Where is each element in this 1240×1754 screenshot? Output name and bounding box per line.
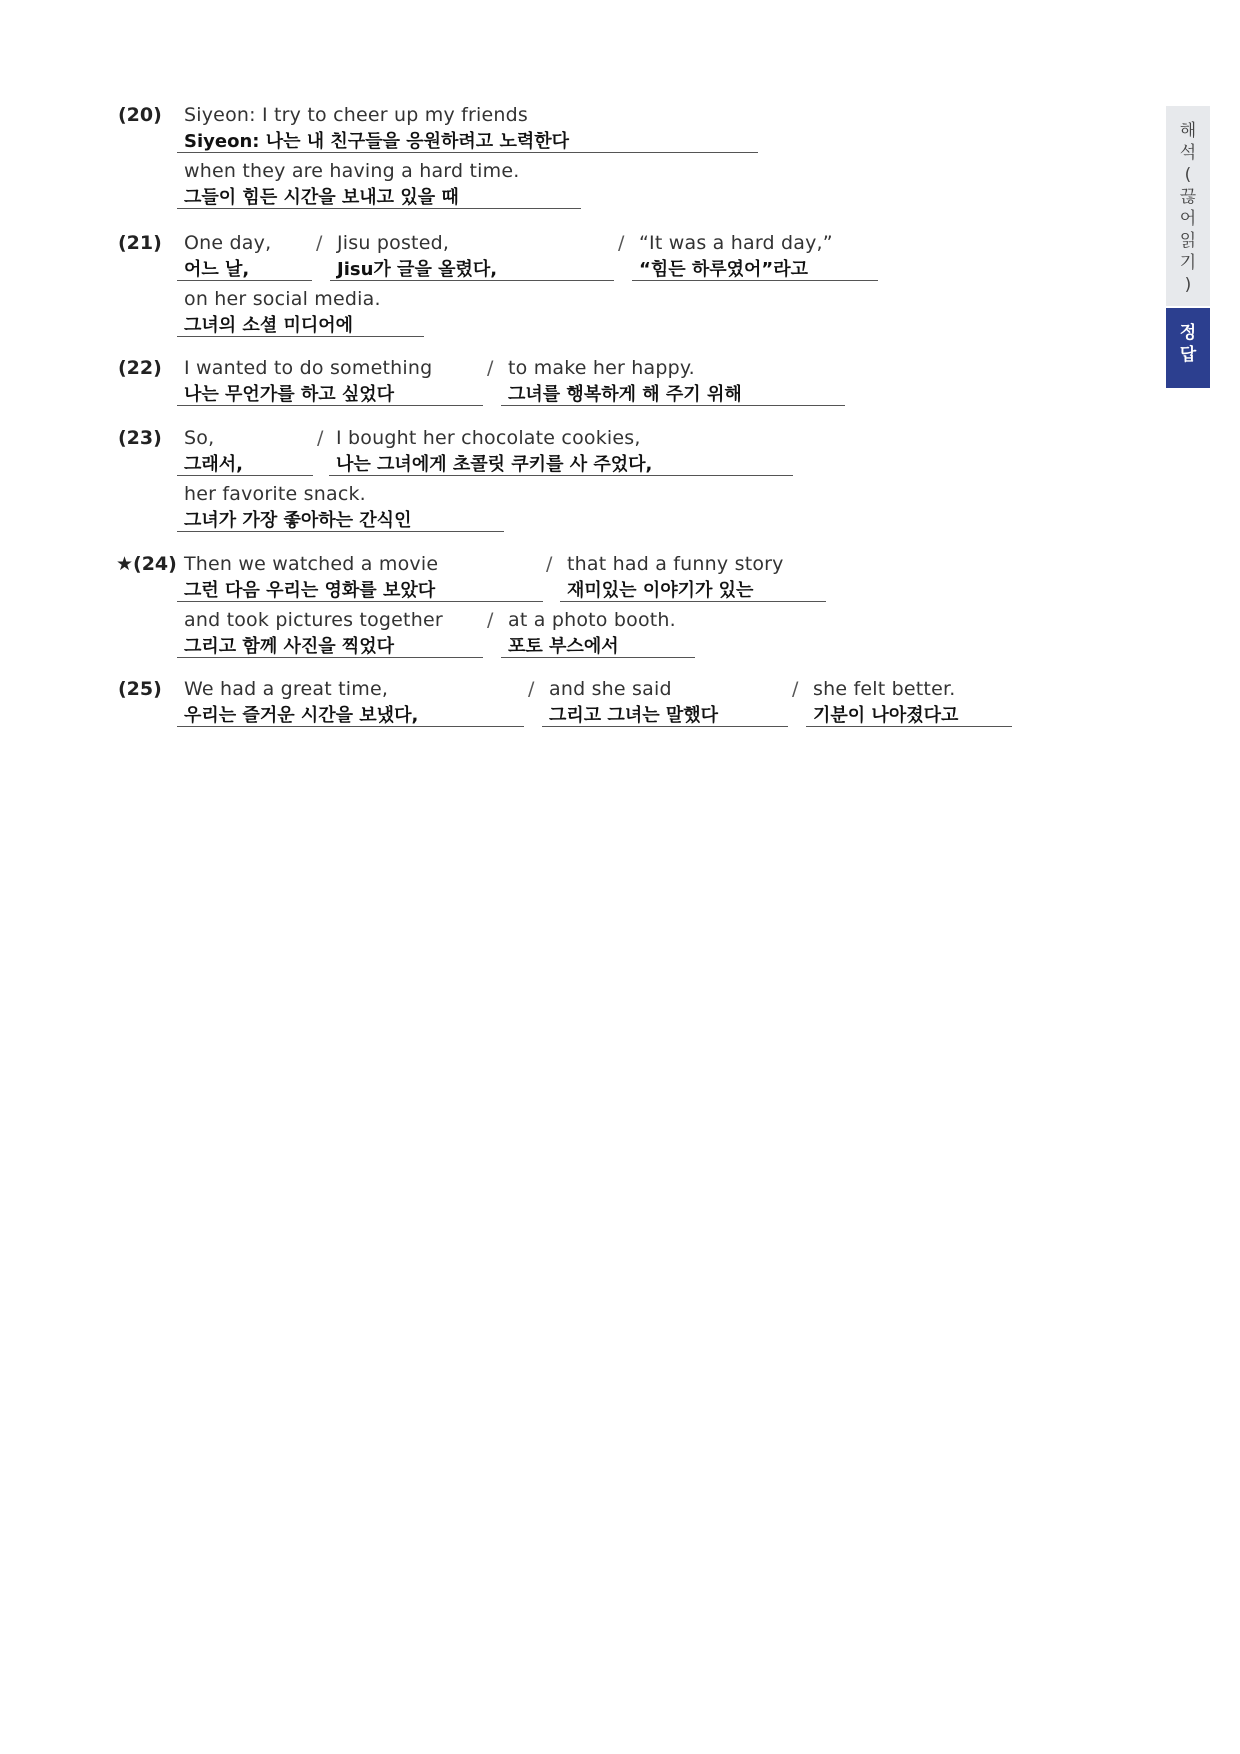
tab-char: 해 [1179,121,1197,141]
english-chunk: on her social media. [184,288,381,310]
english-chunk: I wanted to do something [184,357,433,379]
korean-translation: 기분이 나아졌다고 [813,705,959,726]
chunk-divider: / [317,427,324,449]
chunk-divider: / [487,609,494,631]
item-number: (20) [118,104,162,126]
section-tab-label [1166,322,1210,366]
english-chunk: “It was a hard day,” [639,232,833,254]
chunk [177,483,504,532]
korean-translation: 그녀가 가장 좋아하는 간식인 [184,510,412,531]
chunk [542,678,788,727]
korean-translation: 그리고 함께 사진을 찍었다 [184,636,395,657]
chunk [330,232,614,281]
english-chunk: Then we watched a movie [184,553,439,575]
chunk [806,678,1012,727]
korean-translation: 그들이 힘든 시간을 보내고 있을 때 [184,187,459,208]
english-chunk: when they are having a hard time. [184,160,520,182]
chunk-divider: / [792,678,799,700]
chunk [177,104,758,153]
item-number: (22) [118,357,162,379]
chunk [177,609,483,658]
chunk-divider: / [546,553,553,575]
english-chunk: So, [184,427,215,449]
chunk [177,357,483,406]
chunk-divider: / [528,678,535,700]
tab-char: 기 [1179,253,1197,273]
tab-char: 정 [1179,323,1197,343]
chunk [501,357,845,406]
tab-char: 답 [1179,345,1197,365]
english-chunk: to make her happy. [508,357,695,379]
korean-translation: 그래서, [184,454,244,475]
korean-translation: 어느 날, [184,259,250,280]
korean-translation: Siyeon: 나는 내 친구들을 응원하려고 노력한다 [184,131,569,152]
item-number: (21) [118,232,162,254]
tab-char: ) [1184,275,1192,295]
english-chunk: We had a great time, [184,678,389,700]
english-chunk: her favorite snack. [184,483,366,505]
korean-translation: 나는 무언가를 하고 싶었다 [184,384,395,405]
item-number: ★(24) [116,553,177,575]
chunk [177,232,312,281]
chunk-divider: / [316,232,323,254]
chunk [632,232,878,281]
tab-char: 끊 [1179,187,1197,207]
english-chunk: One day, [184,232,272,254]
chunk [560,553,826,602]
tab-char: 어 [1179,209,1197,229]
korean-translation: 그리고 그녀는 말했다 [549,705,719,726]
english-chunk: and took pictures together [184,609,443,631]
english-chunk: Siyeon: I try to cheer up my friends [184,104,529,126]
english-chunk: at a photo booth. [508,609,676,631]
chunk [177,678,524,727]
chunk [177,427,313,476]
english-chunk: I bought her chocolate cookies, [336,427,641,449]
item-number: (23) [118,427,162,449]
chunk-divider: / [487,357,494,379]
tab-char: 석 [1179,143,1197,163]
chunk [177,553,543,602]
english-chunk: Jisu posted, [337,232,450,254]
section-tab-interpretation[interactable] [1166,106,1210,306]
tab-char: ( [1184,165,1192,185]
chunk [177,288,424,337]
chunk [501,609,695,658]
section-tab-label [1166,120,1210,296]
english-chunk: and she said [549,678,672,700]
korean-translation: 그녀를 행복하게 해 주기 위해 [508,384,742,405]
english-chunk: that had a funny story [567,553,784,575]
korean-translation: Jisu가 글을 올렸다, [337,259,498,280]
english-chunk: she felt better. [813,678,956,700]
korean-translation: “힘든 하루였어”라고 [639,259,809,280]
section-tab-answer[interactable] [1166,308,1210,388]
korean-translation: 우리는 즐거운 시간을 보냈다, [184,705,419,726]
korean-translation: 재미있는 이야기가 있는 [567,580,754,601]
korean-translation: 나는 그녀에게 초콜릿 쿠키를 사 주었다, [336,454,653,475]
korean-translation: 그녀의 소셜 미디어에 [184,315,354,336]
item-number: (25) [118,678,162,700]
korean-translation: 포토 부스에서 [508,636,619,657]
tab-char: 읽 [1179,231,1197,251]
chunk-divider: / [618,232,625,254]
korean-translation: 그런 다음 우리는 영화를 보았다 [184,580,436,601]
chunk [329,427,793,476]
chunk [177,160,581,209]
